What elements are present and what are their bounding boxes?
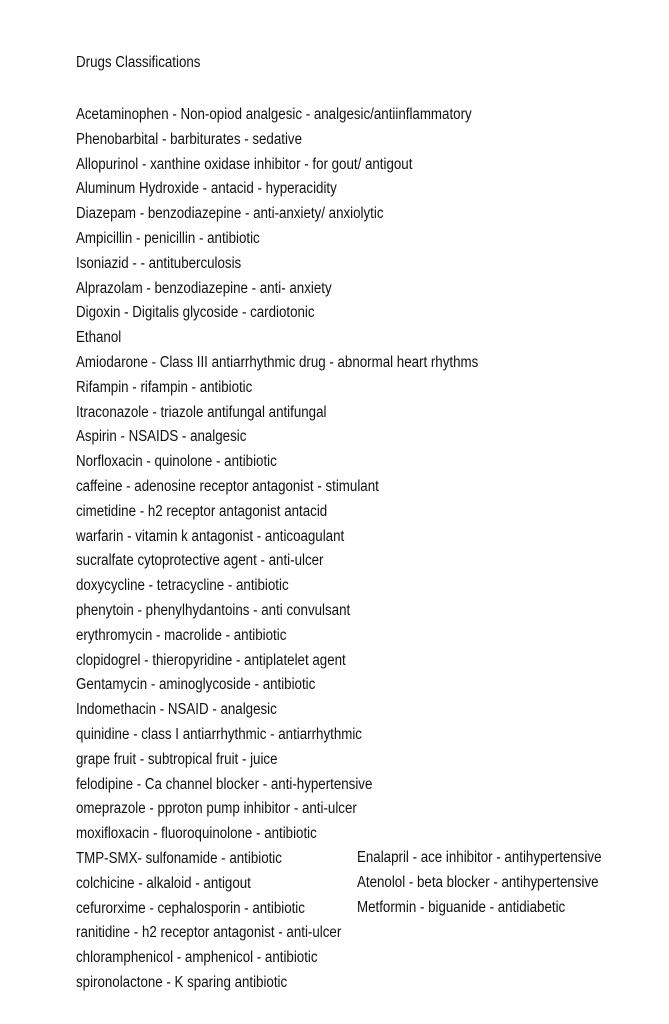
list-item: Rifampin - rifampin - antibiotic [76, 378, 253, 396]
list-item: felodipine - Ca channel blocker - anti-hypertensive [76, 775, 373, 793]
list-item: TMP-SMX- sulfonamide - antibiotic [76, 849, 282, 867]
list-item: Atenolol - beta blocker - antihypertensive [357, 873, 599, 891]
document-title: Drugs Classifications [76, 54, 201, 71]
list-item: Itraconazole - triazole antifungal antifungal [76, 403, 327, 421]
list-item: doxycycline - tetracycline - antibiotic [76, 577, 289, 595]
list-item: grape fruit - subtropical fruit - juice [76, 750, 278, 768]
list-item: erythromycin - macrolide - antibiotic [76, 626, 287, 644]
list-item: Allopurinol - xanthine oxidase inhibitor - for gout/ antigout [76, 155, 413, 173]
list-item: Aluminum Hydroxide - antacid - hyperacidity [76, 180, 337, 198]
list-item: colchicine - alkaloid - antigout [76, 874, 251, 892]
drug-list-right [357, 846, 641, 920]
list-item: Gentamycin - aminoglycoside - antibiotic [76, 676, 316, 694]
list-item: sucralfate cytoprotective agent - anti-ulcer [76, 552, 324, 570]
list-item: omeprazole - pproton pump inhibitor - anti-ulcer [76, 800, 357, 818]
list-item: Ethanol [76, 329, 122, 347]
list-item: phenytoin - phenylhydantoins - anti convulsant [76, 601, 351, 619]
list-item: Amiodarone - Class III antiarrhythmic drug - abnormal heart rhythms [76, 353, 479, 371]
list-item: Ampicillin - penicillin - antibiotic [76, 229, 260, 247]
list-item: cefurorxime - cephalosporin - antibiotic [76, 899, 305, 917]
list-item: Indomethacin - NSAID - analgesic [76, 701, 277, 719]
list-item: quinidine - class I antiarrhythmic - antiarrhythmic [76, 725, 362, 743]
list-item: moxifloxacin - fluoroquinolone - antibiotic [76, 825, 317, 843]
list-item: Digoxin - Digitalis glycoside - cardiotonic [76, 304, 315, 322]
list-item: Metformin - biguanide - antidiabetic [357, 898, 566, 916]
list-item: Phenobarbital - barbiturates - sedative [76, 130, 303, 148]
list-item: cimetidine - h2 receptor antagonist antacid [76, 502, 328, 520]
list-item: chloramphenicol - amphenicol - antibiotic [76, 949, 318, 967]
list-item: Enalapril - ace inhibitor - antihypertensive [357, 849, 602, 866]
list-item: Aspirin - NSAIDS - analgesic [76, 428, 247, 446]
list-item: Norfloxacin - quinolone - antibiotic [76, 453, 277, 471]
list-item: Diazepam - benzodiazepine - anti-anxiety/ anxiolytic [76, 205, 384, 223]
list-item: spironolactone - K sparing antibiotic [76, 973, 288, 991]
list-item: Isoniazid - - antituberculosis [76, 254, 242, 272]
list-item: caffeine - adenosine receptor antagonist - stimulant [76, 477, 379, 495]
list-item: Acetaminophen - Non-opiod analgesic - analgesic/antiinflammatory [76, 106, 472, 123]
list-item: clopidogrel - thieropyridine - antiplatelet agent [76, 651, 346, 669]
list-item: ranitidine - h2 receptor antagonist - anti-ulcer [76, 924, 342, 942]
list-item: warfarin - vitamin k antagonist - anticoagulant [76, 527, 345, 545]
list-item: Alprazolam - benzodiazepine - anti- anxiety [76, 279, 332, 297]
